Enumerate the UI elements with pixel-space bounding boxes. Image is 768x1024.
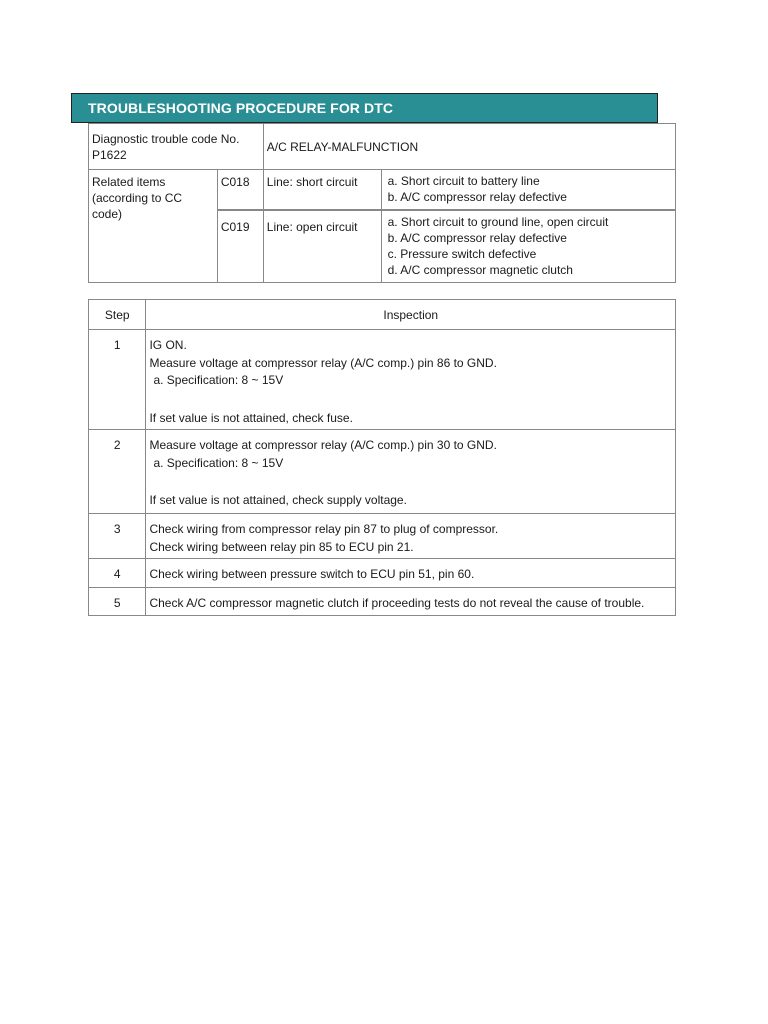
step-instructions: [146, 559, 676, 588]
possible-causes: [381, 170, 675, 210]
step-instructions: [146, 588, 676, 616]
dtc-label: Diagnostic trouble code No. P1622: [89, 124, 264, 170]
step-number: 5: [89, 588, 146, 616]
instruction-note: If set value is not attained, check supply voltage.: [149, 493, 407, 507]
cause-item: a. Short circuit to battery line: [387, 174, 540, 188]
instruction-line: Measure voltage at compressor relay (A/C comp.) pin 86 to GND.: [149, 355, 497, 370]
code-cell: C019: [217, 210, 263, 283]
title-banner: [71, 93, 658, 123]
step-instructions: [146, 330, 676, 430]
inspection-header: Inspection: [146, 300, 676, 330]
step-row-1: [89, 330, 676, 430]
cause-item: b. A/C compressor relay defective: [387, 230, 567, 245]
instruction-line: Measure voltage at compressor relay (A/C comp.) pin 30 to GND.: [149, 438, 497, 452]
cause-item: d. A/C compressor magnetic clutch: [387, 262, 573, 277]
cause-item: a. Short circuit to ground line, open circuit: [387, 214, 609, 229]
step-header: Step: [89, 300, 146, 330]
cause-item: c. Pressure switch defective: [387, 246, 537, 261]
dtc-table: [88, 123, 676, 283]
instruction-line: IG ON.: [149, 338, 187, 352]
possible-causes: [381, 210, 675, 283]
step-row-3: [89, 514, 676, 559]
step-instructions: [146, 514, 676, 559]
instruction-line: a. Specification: 8 ~ 15V: [153, 455, 284, 470]
instruction-line: Check wiring between pressure switch to ECU pin 51, pin 60.: [149, 567, 475, 581]
step-row-5: [89, 588, 676, 616]
instruction-note: If set value is not attained, check fuse.: [149, 410, 353, 425]
dtc-description: A/C RELAY-MALFUNCTION: [263, 124, 675, 170]
header-row: [89, 300, 676, 330]
dtc-row: [89, 124, 676, 170]
instruction-line: Check wiring from compressor relay pin 87 to plug of compressor.: [149, 522, 499, 536]
page-title: TROUBLESHOOTING PROCEDURE FOR DTC: [88, 100, 394, 116]
line-condition: Line: open circuit: [263, 210, 381, 283]
instruction-line: a. Specification: 8 ~ 15V: [153, 373, 284, 387]
related-row-c018: [89, 170, 676, 210]
instruction-line: Check wiring between relay pin 85 to ECU pin 21.: [149, 539, 414, 554]
step-row-4: [89, 559, 676, 588]
cause-item: b. A/C compressor relay defective: [387, 190, 567, 204]
step-number: 1: [89, 330, 146, 430]
step-instructions: [146, 430, 676, 514]
instruction-line: Check A/C compressor magnetic clutch if proceeding tests do not reveal the cause of trouble.: [149, 596, 645, 610]
step-number: 4: [89, 559, 146, 588]
step-number: 2: [89, 430, 146, 514]
step-row-2: [89, 430, 676, 514]
step-number: 3: [89, 514, 146, 559]
inspection-table: [88, 299, 676, 616]
line-condition: Line: short circuit: [263, 170, 381, 210]
code-cell: C018: [217, 170, 263, 210]
related-items-label: Related items (according to CC code): [89, 170, 218, 283]
